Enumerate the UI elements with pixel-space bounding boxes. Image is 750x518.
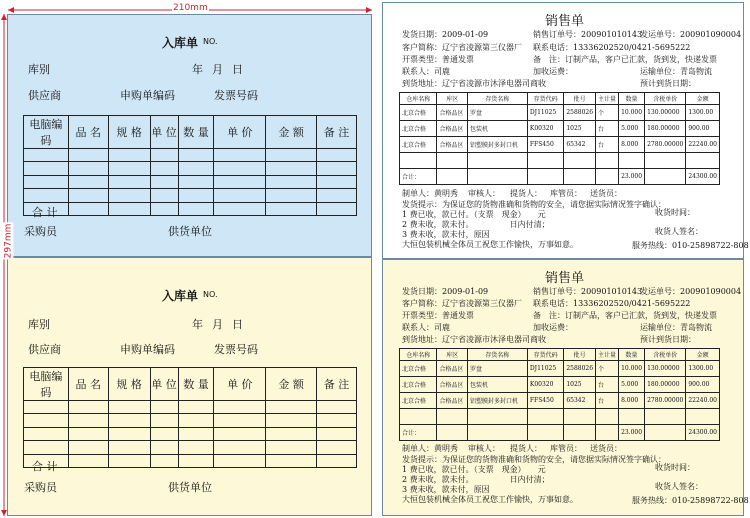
supplier-label: 供应商 [28,89,61,102]
ship-no: 发运单号：200901090004 [640,287,742,296]
customer: 客户简称：辽宁省凌源第三仪器厂 [402,43,522,52]
column-header: 库区 [437,93,468,105]
column-header: 备 注 [317,368,357,401]
note-3: 3 费未收，款未付，原因 [402,485,554,494]
column-header: 存货代码 [527,93,563,105]
column-header: 数量 [619,349,645,361]
invoice-no-label: 发票号码 [214,343,258,356]
column-header: 数量 [619,93,645,105]
column-header: 批号 [564,93,596,105]
column-header: 含税单价 [645,93,686,105]
column-header: 金 额 [266,116,317,149]
column-header: 单 位 [150,368,178,401]
column-header: 数 量 [178,368,214,401]
table-row: 北京合格 合格品区 铝塑膜封多封口机 FFS450 65342 台 8.000 2780.00000 22240.00 [400,393,720,409]
purchase-no-label: 申购单编码 [120,89,175,102]
receipt-title: 入库单 [162,36,199,50]
keeper: 库管员： [550,189,582,198]
extra-freight: 加收运费： [533,323,573,332]
column-header: 数 量 [178,116,214,149]
receipt-title: 入库单 [162,289,199,303]
order-no: 销售订单号：200901010143 [533,287,643,296]
receipt-total-label: 合 计 [32,460,58,473]
auditor: 审核人： [468,444,500,453]
buyer-label: 采购员 [24,225,57,238]
table-row: 北京合格 合格品区 铝塑膜封多封口机 FFS450 65342 台 8.000 2780.00000 22240.00 [400,137,720,153]
eta: 预计到货日期： [640,79,696,88]
receipt-table [23,115,357,216]
table-row: 北京合格 合格品区 包装机 K00320 1025 台 5.000 180.00000 900.00 [400,121,720,137]
extra-freight: 加收运费： [533,67,573,76]
table-row [24,427,357,440]
maker: 制单人：黄明秀 [402,189,458,198]
note-1: 1 费已收，款已付。（支票 现金） 元 [402,465,546,474]
service-hotline: 服务热线：010-25898722-808 [632,241,749,250]
invoice-type: 开票类型：普通发票 [402,311,474,320]
year-label: 年 [192,63,203,76]
customer: 客户简称：辽宁省凌源第三仪器厂 [402,299,522,308]
picker: 提货人： [510,189,542,198]
column-header: 金额 [686,93,720,105]
column-header: 主计量 [596,93,619,105]
column-header: 单 价 [214,368,266,401]
table-row [400,153,720,169]
width-dimension: 210mm [173,3,208,13]
column-header: 电脑编码 [24,368,69,401]
note-4: 大恒包装机械全体员工祝您工作愉快，万事如意。 [402,240,578,249]
table-row [24,175,357,188]
order-no: 销售订单号：200901010143 [533,30,643,39]
column-header: 品 名 [68,368,108,401]
table-row [400,409,720,425]
sales-table [399,348,720,441]
note-1: 1 费已收，款已付。（支票 现金） 元 [402,210,546,219]
eta: 预计到货日期： [640,335,696,344]
courier: 送货员： [590,444,622,453]
table-row: 北京合格 合格品区 罗盘 DJ11025 2588026 个 10.000 130.00000 1300.00 [400,361,720,377]
column-header: 品 名 [68,116,108,149]
delivery-address: 到货地址：辽宁省凌源市沐泽电器司商收 [402,79,546,88]
sales-table [399,92,720,185]
column-header: 金额 [686,349,720,361]
keeper: 库管员： [550,444,582,453]
buyer-label: 采购员 [24,481,57,494]
picker: 提货人： [510,444,542,453]
table-row [24,441,357,454]
receiver-sign: 收货人签名： [655,227,703,236]
day-label: 日 [232,318,243,331]
invoice-type: 开票类型：普通发票 [402,55,474,64]
table-row [24,414,357,427]
table-row: 北京合格 合格品区 包装机 K00320 1025 台 5.000 180.00000 900.00 [400,377,720,393]
table-row [24,454,357,467]
month-label: 月 [212,63,223,76]
courier: 送货员： [590,189,622,198]
note-2: 2 费未收，款未付。 日内付清； [402,220,550,229]
maker: 制单人：黄明秀 [402,444,458,453]
auditor: 审核人： [468,189,500,198]
height-dimension: 297mm [3,223,14,259]
column-header: 单 价 [214,116,266,149]
table-row: 北京合格 合格品区 罗盘 DJ11025 2588026 个 10.000 130.00000 1300.00 [400,105,720,121]
sales-title: 销售单 [545,271,585,286]
warehouse-label: 库别 [28,63,50,76]
note-prompt: 发货提示：为保证您的货物准确和货物的安全，请您据实际情况签字确认： [402,200,666,209]
note-3: 3 费未收，款未付，原因 [402,230,554,239]
column-header: 电脑编码 [24,116,69,149]
column-header: 仓库名称 [400,93,437,105]
year-label: 年 [192,318,203,331]
sales-title: 销售单 [545,14,585,29]
column-header: 规 格 [108,116,150,149]
table-row [24,401,357,414]
supplier-unit-label: 供货单位 [168,481,212,494]
note-prompt: 发货提示：为保证您的货物准确和货物的安全，请您据实际情况签字确认： [402,455,666,464]
column-header: 存货代码 [527,349,563,361]
invoice-no-label: 发票号码 [214,89,258,102]
column-header: 存货名称 [467,93,527,105]
day-label: 日 [232,63,243,76]
note-2: 2 费未收，款未付。 日内付清； [402,475,550,484]
carrier: 运输单位：青岛物流 [640,323,712,332]
total-row: 合计： 23.000 24300.00 [400,425,720,441]
table-row [24,189,357,202]
table-row [24,202,357,215]
carrier: 运输单位：青岛物流 [640,67,712,76]
receiver-sign: 收货人签名： [655,482,703,491]
delivery-address: 到货地址：辽宁省凌源市沐泽电器司商收 [402,335,546,344]
column-header: 主计量 [596,349,619,361]
note-4: 大恒包装机械全体员工祝您工作愉快，万事如意。 [402,495,578,504]
purchase-no-label: 申购单编码 [120,343,175,356]
total-row: 合计： 23.000 24300.00 [400,169,720,185]
receipt-total-label: 合 计 [32,206,58,219]
month-label: 月 [212,318,223,331]
column-header: 含税单价 [645,349,686,361]
receive-time: 收货时间： [655,208,695,217]
ship-date: 发货日期：2009-01-09 [402,30,489,39]
column-header: 备 注 [317,116,357,149]
column-header: 批号 [564,349,596,361]
receive-time: 收货时间： [655,463,695,472]
supplier-unit-label: 供货单位 [168,225,212,238]
receipt-no-label: NO. [203,290,218,299]
service-hotline: 服务热线：010-25898722-808 [632,496,749,505]
column-header: 金 额 [266,368,317,401]
table-row [24,162,357,175]
contact-phone: 联系电话：13336202520/0421-5695222 [533,43,691,52]
supplier-label: 供应商 [28,343,61,356]
column-header: 存货名称 [467,349,527,361]
remark: 备 注：订制产品，客户已汇款，货到发，快递发票 [533,55,717,64]
receipt-no-label: NO. [203,37,218,46]
contact-person: 联系人：司鹿 [402,323,450,332]
column-header: 仓库名称 [400,349,437,361]
receipt-table [23,367,357,468]
column-header: 规 格 [108,368,150,401]
contact-phone: 联系电话：13336202520/0421-5695222 [533,299,691,308]
column-header: 库区 [437,349,468,361]
column-header: 单 位 [150,116,178,149]
ship-date: 发货日期：2009-01-09 [402,287,489,296]
table-row [24,149,357,162]
remark: 备 注：订制产品，客户已汇款，货到发，快递发票 [533,311,717,320]
warehouse-label: 库别 [28,318,50,331]
ship-no: 发运单号：200901090004 [640,30,742,39]
contact-person: 联系人：司鹿 [402,67,450,76]
